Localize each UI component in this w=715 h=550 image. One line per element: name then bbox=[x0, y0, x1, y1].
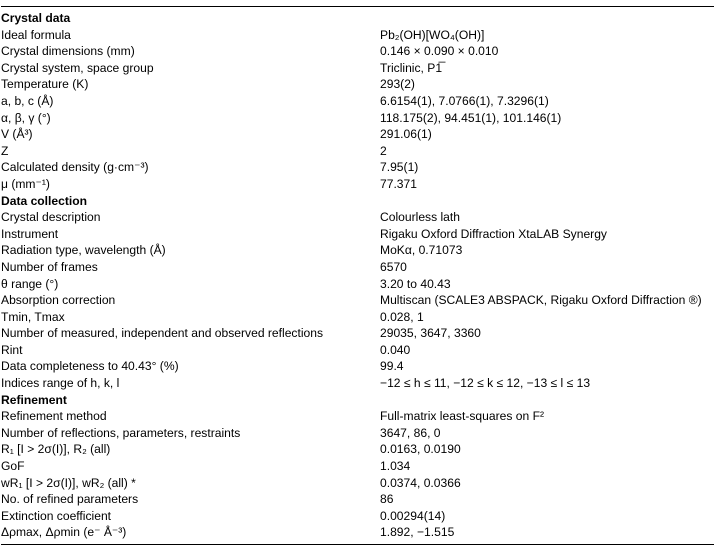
parameter-label: a, b, c (Å) bbox=[1, 93, 54, 108]
table-row bbox=[0, 425, 715, 442]
parameter-value: 118.175(2), 94.451(1), 101.146(1) bbox=[380, 110, 562, 125]
table-row bbox=[0, 76, 715, 93]
parameter-label: Crystal dimensions (mm) bbox=[1, 44, 135, 59]
parameter-label: Ideal formula bbox=[1, 27, 71, 42]
table-row bbox=[0, 491, 715, 508]
section-heading-row bbox=[0, 392, 715, 409]
crystal-data-table bbox=[0, 6, 715, 545]
table-row bbox=[0, 60, 715, 77]
section-heading: Data collection bbox=[1, 193, 88, 208]
parameter-value: 0.040 bbox=[380, 342, 411, 357]
table-row bbox=[0, 43, 715, 60]
parameter-value: 0.028, 1 bbox=[380, 309, 424, 324]
parameter-value: 291.06(1) bbox=[380, 127, 432, 142]
table-row bbox=[0, 276, 715, 293]
table-row bbox=[0, 209, 715, 226]
parameter-label: Number of measured, independent and observed reflections bbox=[1, 326, 324, 341]
parameter-value: 29035, 3647, 3360 bbox=[380, 326, 481, 341]
parameter-value: Triclinic, P1̅ bbox=[380, 60, 443, 75]
parameter-value: 0.146 × 0.090 × 0.010 bbox=[380, 44, 499, 59]
parameter-value: 6.6154(1), 7.0766(1), 7.3296(1) bbox=[380, 93, 549, 108]
table-row bbox=[0, 292, 715, 309]
parameter-value: MoKα, 0.71073 bbox=[380, 243, 463, 258]
section-heading: Crystal data bbox=[1, 11, 71, 25]
parameter-label: R₁ [I > 2σ(I)], R₂ (all) bbox=[1, 442, 111, 457]
parameter-value: 7.95(1) bbox=[380, 160, 419, 175]
parameter-label: Extinction coefficient bbox=[1, 508, 112, 523]
table-row bbox=[0, 408, 715, 425]
parameter-value: 77.371 bbox=[380, 176, 417, 191]
section-heading: Refinement bbox=[1, 392, 67, 407]
parameter-label: Calculated density (g·cm⁻³) bbox=[1, 160, 149, 175]
table-row bbox=[0, 93, 715, 110]
table-row bbox=[0, 475, 715, 492]
parameter-value: 6570 bbox=[380, 259, 407, 274]
parameter-label: Temperature (K) bbox=[1, 77, 89, 92]
table-row bbox=[0, 458, 715, 475]
parameter-value: 3647, 86, 0 bbox=[380, 425, 441, 440]
table-row bbox=[0, 309, 715, 326]
table-row bbox=[0, 342, 715, 359]
table-row bbox=[0, 259, 715, 276]
table-row bbox=[0, 524, 715, 541]
parameter-value: 1.892, −1.515 bbox=[380, 525, 455, 540]
parameter-label: Z bbox=[1, 143, 9, 158]
table-row bbox=[0, 143, 715, 160]
table-row bbox=[0, 27, 715, 44]
parameter-value: 0.0374, 0.0366 bbox=[380, 475, 461, 490]
parameter-label: θ range (°) bbox=[1, 276, 59, 291]
bottom-rule bbox=[1, 544, 714, 545]
parameter-label: Radiation type, wavelength (Å) bbox=[1, 243, 166, 258]
parameter-label: wR₁ [I > 2σ(I)], wR₂ (all) * bbox=[1, 475, 136, 490]
table-row bbox=[0, 126, 715, 143]
parameter-label: V (Å³) bbox=[1, 127, 33, 142]
parameter-label: Data completeness to 40.43° (%) bbox=[1, 359, 179, 374]
table-row bbox=[0, 242, 715, 259]
table-row bbox=[0, 375, 715, 392]
parameter-label: α, β, γ (°) bbox=[1, 110, 51, 125]
parameter-label: μ (mm⁻¹) bbox=[1, 176, 50, 191]
table-row bbox=[0, 110, 715, 127]
parameter-value: 86 bbox=[380, 492, 394, 507]
parameter-label: Δρmax, Δρmin (e⁻ Å⁻³) bbox=[1, 525, 127, 540]
table-row bbox=[0, 325, 715, 342]
table-row bbox=[0, 159, 715, 176]
parameter-label: Refinement method bbox=[1, 409, 107, 424]
section-heading-row bbox=[0, 10, 715, 27]
parameter-value: 2 bbox=[380, 143, 387, 158]
parameter-value: 1.034 bbox=[380, 459, 411, 474]
parameter-label: Crystal system, space group bbox=[1, 60, 154, 75]
parameter-label: Crystal description bbox=[1, 210, 101, 225]
parameter-value: 293(2) bbox=[380, 77, 415, 92]
parameter-value: Full-matrix least-squares on F² bbox=[380, 409, 544, 424]
parameter-label: Rint bbox=[1, 342, 23, 357]
parameter-value: 0.0163, 0.0190 bbox=[380, 442, 461, 457]
table-row bbox=[0, 441, 715, 458]
parameter-label: No. of refined parameters bbox=[1, 492, 139, 507]
table-body bbox=[0, 10, 715, 541]
parameter-value: Multiscan (SCALE3 ABSPACK, Rigaku Oxford Diffraction ®) bbox=[380, 293, 702, 308]
parameter-label: Absorption correction bbox=[1, 293, 116, 308]
table-row bbox=[0, 508, 715, 525]
parameter-value: Rigaku Oxford Diffraction XtaLAB Synergy bbox=[380, 226, 607, 241]
parameter-value: 0.00294(14) bbox=[380, 508, 446, 523]
top-rule bbox=[1, 6, 714, 7]
table-row bbox=[0, 226, 715, 243]
table-row bbox=[0, 358, 715, 375]
table-row bbox=[0, 176, 715, 193]
parameter-label: Indices range of h, k, l bbox=[1, 376, 120, 391]
parameter-value: 3.20 to 40.43 bbox=[380, 276, 451, 291]
parameter-value: Pb₂(OH)[WO₄(OH)] bbox=[380, 27, 485, 42]
parameter-label: GoF bbox=[1, 459, 25, 474]
parameter-label: Instrument bbox=[1, 226, 59, 241]
parameter-value: −12 ≤ h ≤ 11, −12 ≤ k ≤ 12, −13 ≤ l ≤ 13 bbox=[380, 376, 591, 391]
parameter-label: Tmin, Tmax bbox=[1, 309, 65, 324]
parameter-value: 99.4 bbox=[380, 359, 404, 374]
section-heading-row bbox=[0, 193, 715, 210]
parameter-value: Colourless lath bbox=[380, 210, 460, 225]
parameter-label: Number of reflections, parameters, restraints bbox=[1, 425, 241, 440]
parameter-label: Number of frames bbox=[1, 259, 98, 274]
